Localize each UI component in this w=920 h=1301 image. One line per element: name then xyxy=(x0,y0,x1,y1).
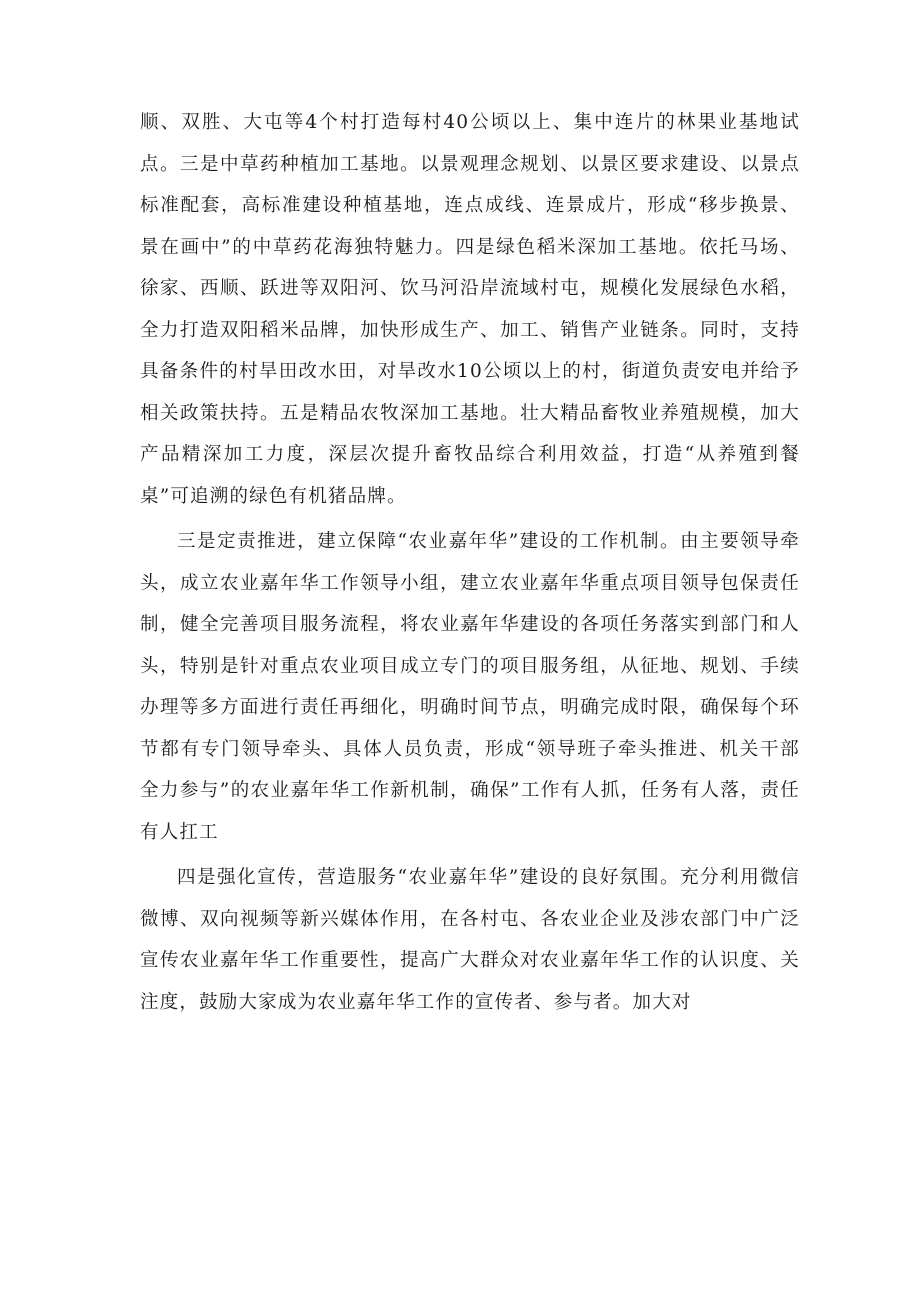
document-page xyxy=(140,102,800,1023)
paragraph-publicity: 四是强化宣传，营造服务“农业嘉年华”建设的良好氛围。充分利用微信微博、双向视频等新兴媒体作用，在各村屯、各农业企业及涉农部门中广泛宣传农业嘉年华工作重要性，提高广大群众对农业嘉年华工作的认识度、关注度，鼓励大家成为农业嘉年华工作的宣传者、参与者。加大对 xyxy=(140,867,800,1013)
paragraph-base-construction: 顺、双胜、大屯等4个村打造每村40公顷以上、集中连片的林果业基地试点。三是中草药种植加工基地。以景观理念规划、以景区要求建设、以景点标准配套，高标准建设种植基地，连点成线、连景成片，形成“移步换景、景在画中”的中草药花海独特魅力。四是绿色稻米深加工基地。依托马场、徐家、西顺、跃进等双阳河、饮马河沿岸流域村屯，规模化发展绿色水稻，全力打造双阳稻米品牌，加快形成生产、加工、销售产业链条。同时，支持具备条件的村旱田改水田，对旱改水10公顷以上的村，街道负责安电并给予相关政策扶持。五是精品农牧深加工基地。壮大精品畜牧业养殖规模，加大产品精深加工力度，深层次提升畜牧品综合利用效益，打造“从养殖到餐桌”可追溯的绿色有机猪品牌。 xyxy=(140,112,800,507)
paragraph-responsibility-mechanism: 三是定责推进，建立保障“农业嘉年华”建设的工作机制。由主要领导牵头，成立农业嘉年华工作领导小组，建立农业嘉年华重点项目领导包保责任制，健全完善项目服务流程，将农业嘉年华建设的各项任务落实到部门和人头，特别是针对重点农业项目成立专门的项目服务组，从征地、规划、手续办理等多方面进行责任再细化，明确时间节点，明确完成时限，确保每个环节都有专门领导牵头、具体人员负责，形成“领导班子牵头推进、机关干部全力参与”的农业嘉年华工作新机制，确保”工作有人抓，任务有人落，责任有人扛工 xyxy=(140,531,800,843)
